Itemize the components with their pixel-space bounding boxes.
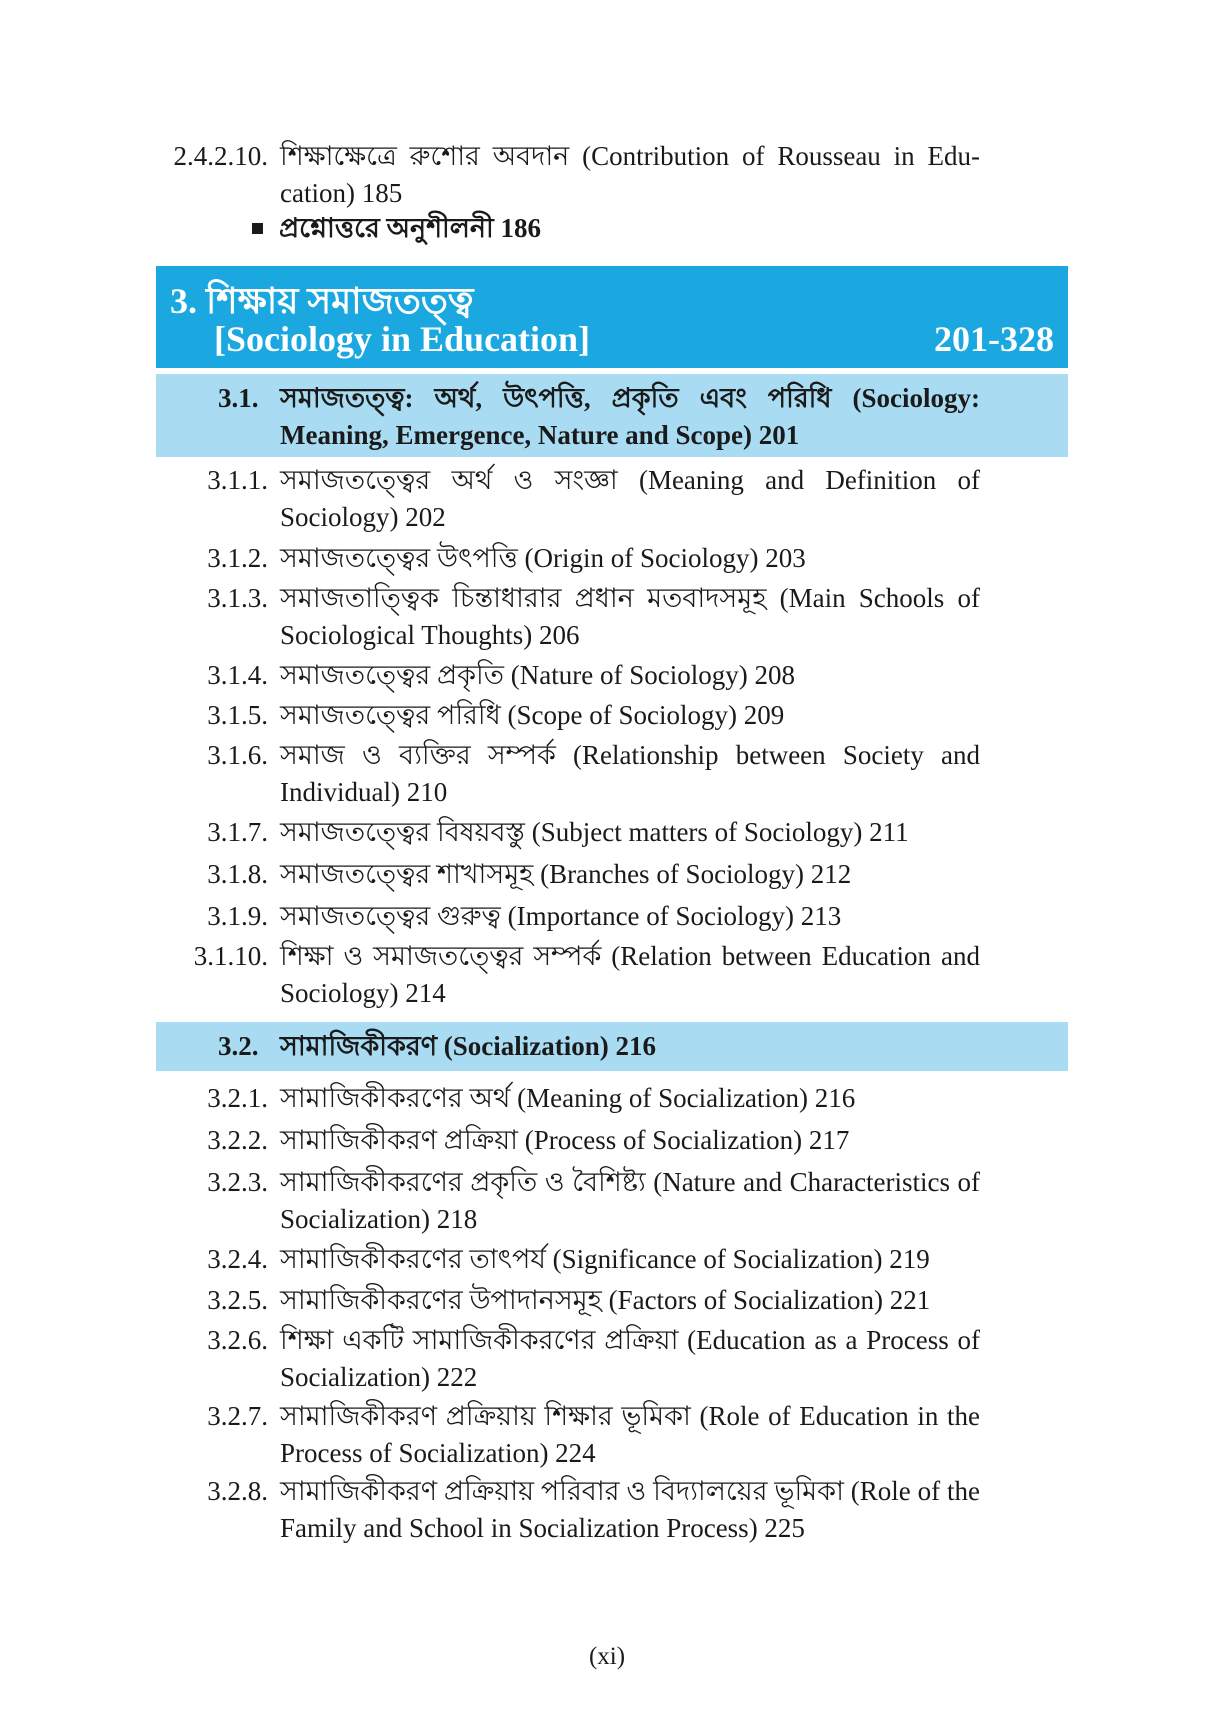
entry-text: সামাজিকীকরণের উপাদানসমূহ (Factors of Socialization) 221 [280, 1285, 931, 1315]
section-text: সামাজিকীকরণ (Socialization) 216 [280, 1031, 657, 1061]
entry-text: সমাজতত্ত্বের শাখাসমূহ (Branches of Sociology) 212 [280, 859, 852, 889]
entry-number: 3.2.4. [207, 1244, 268, 1274]
entry-text: শিক্ষাক্ষেত্রে রুশোর অবদান (Contribution of Rousseau in Edu-cation) 185 [280, 141, 980, 208]
entry-text: সামাজিকীকরণ প্রক্রিয়া (Process of Socialization) 217 [280, 1125, 850, 1155]
toc-entry [0, 1322, 1214, 1396]
entry-text: সামাজিকীকরণ প্রক্রিয়ায় শিক্ষার ভূমিকা (Role of Education in the Process of Socialization) 224 [280, 1401, 980, 1468]
chapter-subtitle: [Sociology in Education] [214, 319, 591, 359]
exercise-label: প্রশ্নোত্তরে অনুশীলনী 186 [279, 213, 541, 243]
entry-number: 3.2.5. [207, 1285, 268, 1315]
section-heading [156, 374, 1068, 457]
toc-entry [0, 1398, 1214, 1472]
entry-text: শিক্ষা একটি সামাজিকীকরণের প্রক্রিয়া (Education as a Process of Socialization) 222 [280, 1325, 980, 1392]
entry-number: 3.1.8. [207, 859, 268, 889]
toc-entry [0, 580, 1214, 654]
entry-text: সামাজিকীকরণের প্রকৃতি ও বৈশিষ্ট্য (Nature and Characteristics of Socialization) 218 [280, 1167, 980, 1234]
section-number: 3.1. [218, 383, 259, 413]
entry-number: 3.1.6. [207, 740, 268, 770]
entry-number: 3.2.6. [207, 1325, 268, 1355]
entry-text: শিক্ষা ও সমাজতত্ত্বের সম্পর্ক (Relation between Education and Sociology) 214 [280, 941, 980, 1008]
entry-text: সামাজিকীকরণের অর্থ (Meaning of Socialization) 216 [280, 1083, 856, 1113]
toc-entry [0, 856, 1214, 893]
section-text: সমাজতত্ত্ব: অর্থ, উৎপত্তি, প্রকৃতি এবং পরিধি (Sociology: Meaning, Emergence, Nature and Scope) 201 [280, 383, 980, 450]
entry-number: 3.1.3. [207, 583, 268, 613]
entry-text: সমাজতাত্ত্বিক চিন্তাধারার প্রধান মতবাদসমূহ (Main Schools of Sociological Thoughts) 206 [280, 583, 980, 650]
entry-number: 3.2.2. [207, 1125, 268, 1155]
entry-text: সামাজিকীকরণ প্রক্রিয়ায় পরিবার ও বিদ্যালয়ের ভূমিকা (Role of the Family and School in Socialization Process) 225 [280, 1476, 980, 1543]
toc-entry [0, 540, 1214, 577]
toc-entry [0, 1241, 1214, 1278]
entry-number: 3.1.4. [207, 660, 268, 690]
entry-number: 3.1.2. [207, 543, 268, 573]
entry-text: সমাজতত্ত্বের উৎপত্তি (Origin of Sociology) 203 [280, 543, 806, 573]
entry-text: সমাজতত্ত্বের অর্থ ও সংজ্ঞা (Meaning and Definition of Sociology) 202 [280, 465, 980, 532]
entry-text: সমাজতত্ত্বের পরিধি (Scope of Sociology) 209 [280, 700, 785, 730]
entry-text: সমাজতত্ত্বের বিষয়বস্তু (Subject matters of Sociology) 211 [280, 817, 909, 847]
toc-entry [0, 814, 1214, 851]
toc-entry [0, 737, 1214, 811]
toc-entry [0, 1080, 1214, 1117]
toc-entry [0, 1122, 1214, 1159]
toc-entry [0, 697, 1214, 734]
toc-entry [0, 938, 1214, 1012]
entry-number: 3.1.10. [193, 941, 268, 971]
entry-number: 3.1.1. [207, 465, 268, 495]
chapter-page-range: 201-328 [934, 319, 1054, 359]
toc-entry [0, 657, 1214, 694]
entry-text: সামাজিকীকরণের তাৎপর্য (Significance of Socialization) 219 [280, 1244, 930, 1274]
entry-number: 3.2.3. [207, 1167, 268, 1197]
entry-number: 3.2.1. [207, 1083, 268, 1113]
toc-entry [0, 898, 1214, 935]
toc-entry [0, 1473, 1214, 1547]
section-heading [156, 1022, 1068, 1071]
chapter-banner [156, 266, 1068, 368]
toc-entry [0, 1282, 1214, 1319]
entry-number: 3.1.7. [207, 817, 268, 847]
entry-text: সমাজ ও ব্যক্তির সম্পর্ক (Relationship between Society and Individual) 210 [280, 740, 980, 807]
chapter-title: 3. শিক্ষায় সমাজতত্ত্ব [170, 281, 474, 321]
entry-number: 3.2.8. [207, 1476, 268, 1506]
entry-number: 3.1.9. [207, 901, 268, 931]
entry-text: সমাজতত্ত্বের গুরুত্ব (Importance of Sociology) 213 [280, 901, 842, 931]
entry-text: সমাজতত্ত্বের প্রকৃতি (Nature of Sociology) 208 [280, 660, 795, 690]
exercise-line [252, 210, 541, 247]
entry-number: 3.1.5. [207, 700, 268, 730]
toc-entry [0, 138, 1214, 212]
square-bullet-icon [252, 223, 263, 234]
toc-entry [0, 1164, 1214, 1238]
section-number: 3.2. [218, 1031, 259, 1061]
entry-number: 3.2.7. [207, 1401, 268, 1431]
entry-number: 2.4.2.10. [173, 141, 268, 171]
page-number: (xi) [588, 1643, 626, 1670]
toc-entry [0, 462, 1214, 536]
